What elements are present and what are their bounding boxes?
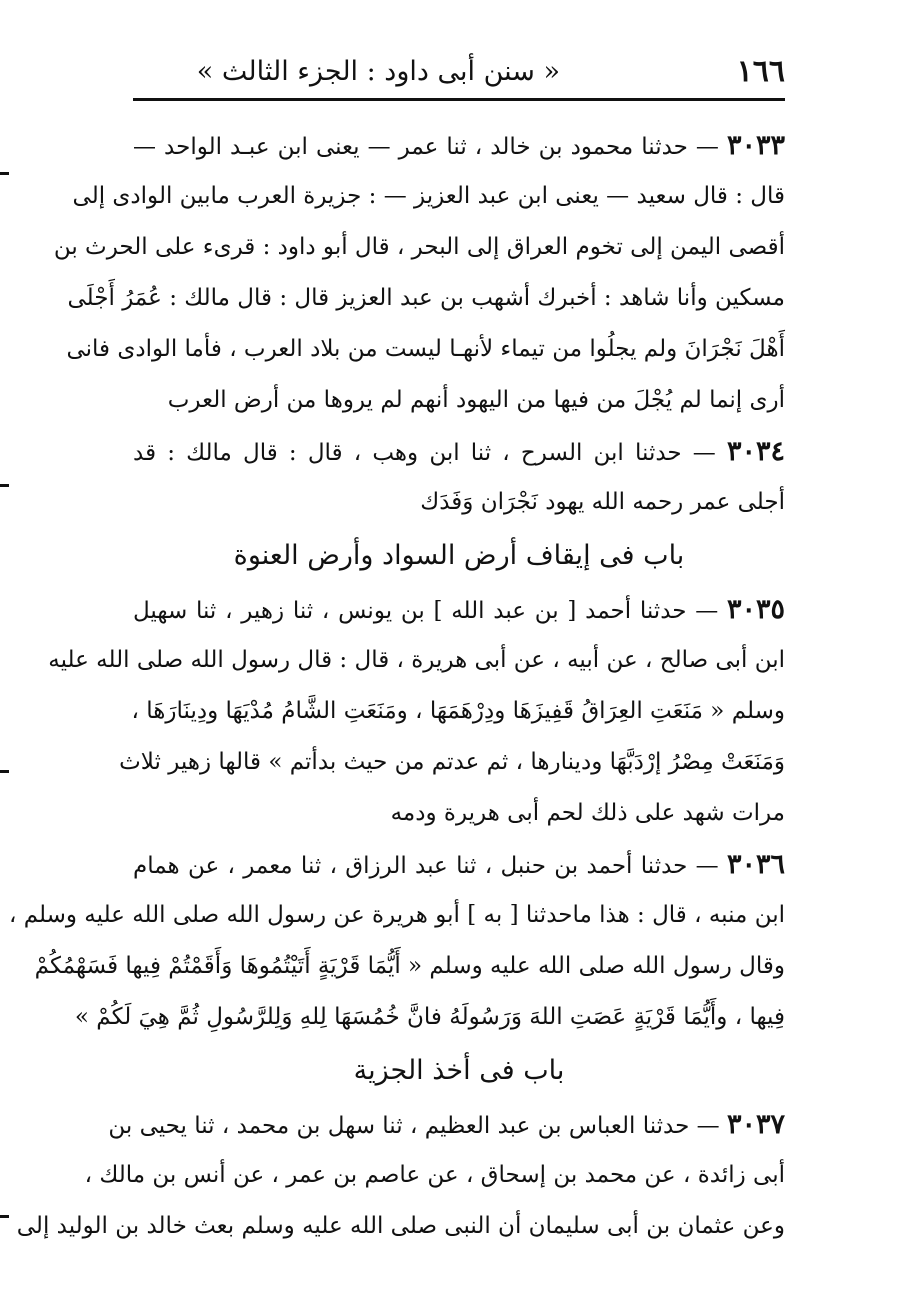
line-text: — حدثنا العباس بن عبد العظيم ، ثنا سهل بن محمد ، ثنا يحيى بن [108, 1113, 727, 1139]
hadith-line [133, 120, 785, 171]
line-text: أرى إنما لم يُجْلَ من فيها من اليهود أنهم لم يروها من أرض العرب [167, 387, 785, 413]
line-text: أَهْلَ نَجْرَانَ ولم يجلُوا من تيماء لأنهـا ليست من بلاد العرب ، فأما الوادى فانى [66, 336, 785, 362]
line-text: ابن منبه ، قال : هذا ماحدثنا [ به ] أبو هريرة عن رسول الله صلى الله عليه وسلم ، [8, 902, 785, 928]
line-text: وسلم « مَنَعَتِ العِرَاقُ قَفِيزَهَا ودِرْهَمَهَا ، ومَنَعَتِ الشَّامُ مُدْيَهَا ودِينَارَهَا ، [131, 698, 785, 724]
line-text: — حدثنا أحمد بن حنبل ، ثنا عبد الرزاق ، ثنا معمر ، عن همام [133, 853, 727, 879]
line-text: — حدثنا أحمد [ بن عبد الله ] بن يونس ، ثنا زهير ، ثنا سهيل [133, 598, 727, 624]
text-line [34, 941, 785, 992]
hadith-line [133, 839, 785, 890]
text-line [133, 788, 785, 839]
text-line [133, 686, 785, 737]
margin-mark [0, 1215, 9, 1218]
line-text: أجلى عمر رحمه الله يهود نَجْرَان وَفَدَك [420, 489, 785, 515]
margin-mark [0, 172, 9, 175]
hadith-number: ٣٠٣٧ [726, 1109, 785, 1140]
line-text: أبى زائدة ، عن محمد بن إسحاق ، عن عاصم بن عمر ، عن أنس بن مالك ، [84, 1162, 785, 1188]
page-header [133, 52, 785, 96]
line-text: وقال رسول الله صلى الله عليه وسلم « أَيُّمَا قَرْيَةٍ أَتَيْتُمُوهَا وَأَقَمْتُمْ فِيها فَسَهْمُكُمْ [34, 953, 785, 979]
page-number: ١٦٦ [736, 54, 785, 89]
text-line [74, 992, 785, 1043]
running-title: « سنن أبى داود : الجزء الثالث » [196, 56, 560, 87]
line-text: قال : قال سعيد — يعنى ابن عبد العزيز — : جزيرة العرب مابين الوادى إلى [72, 183, 785, 209]
hadith-number: ٣٠٣٤ [726, 436, 785, 467]
margin-mark [0, 770, 9, 773]
section-title [133, 1043, 785, 1099]
line-text: مرات شهد على ذلك لحم أبى هريرة ودمه [390, 800, 785, 826]
line-text: أقصى اليمن إلى تخوم العراق إلى البحر ، قال أبو داود : قرىء على الحرث بن [53, 234, 785, 260]
line-text: مسكين وأنا شاهد : أخبرك أشهب بن عبد العزيز قال : قال مالك : عُمَرُ أَجْلَى [67, 285, 785, 311]
line-text: وَمَنَعَتْ مِصْرُ إرْدَبَّهَا ودينارها ، ثم عدتم من حيث بدأتم » قالها زهير ثلاث [119, 749, 785, 775]
hadith-line [108, 1099, 785, 1150]
text-line [119, 737, 785, 788]
hadith-line [133, 584, 785, 635]
hadith-number: ٣٠٣٣ [726, 130, 785, 161]
line-text: ابن أبى صالح ، عن أبيه ، عن أبى هريرة ، قال : قال رسول الله صلى الله عليه [48, 647, 785, 673]
line-text: فِيها ، وأَيُّمَا قَرْيَةٍ عَصَتِ اللهَ وَرَسُولَهُ فانَّ خُمُسَهَا لِلهِ وَلِلرَّسُولِ ثُمَّ هِيَ لَكُمْ » [74, 1004, 785, 1030]
header-rule [133, 98, 785, 101]
margin-mark [0, 484, 9, 487]
text-line [48, 635, 785, 686]
line-text: باب فى أخذ الجزية [353, 1055, 565, 1086]
hadith-number: ٣٠٣٥ [726, 594, 785, 625]
line-text: — حدثنا ابن السرح ، ثنا ابن وهب ، قال : قال مالك : قد [133, 440, 727, 466]
text-line [53, 222, 785, 273]
text-line [16, 1201, 785, 1252]
text-line [84, 1150, 785, 1201]
hadith-line [133, 426, 785, 477]
body-text [8, 120, 785, 1252]
text-line [8, 890, 785, 941]
text-line [66, 324, 785, 375]
line-text: باب فى إيقاف أرض السواد وأرض العنوة [233, 540, 685, 571]
text-line [67, 273, 785, 324]
text-line [133, 375, 785, 426]
text-line [72, 171, 785, 222]
text-line [133, 477, 785, 528]
line-text: وعن عثمان بن أبى سليمان أن النبى صلى الله عليه وسلم بعث خالد بن الوليد إلى [16, 1213, 785, 1239]
section-title [133, 528, 785, 584]
hadith-number: ٣٠٣٦ [726, 849, 785, 880]
line-text: — حدثنا محمود بن خالد ، ثنا عمر — يعنى ابن عبـد الواحد — [133, 134, 727, 160]
